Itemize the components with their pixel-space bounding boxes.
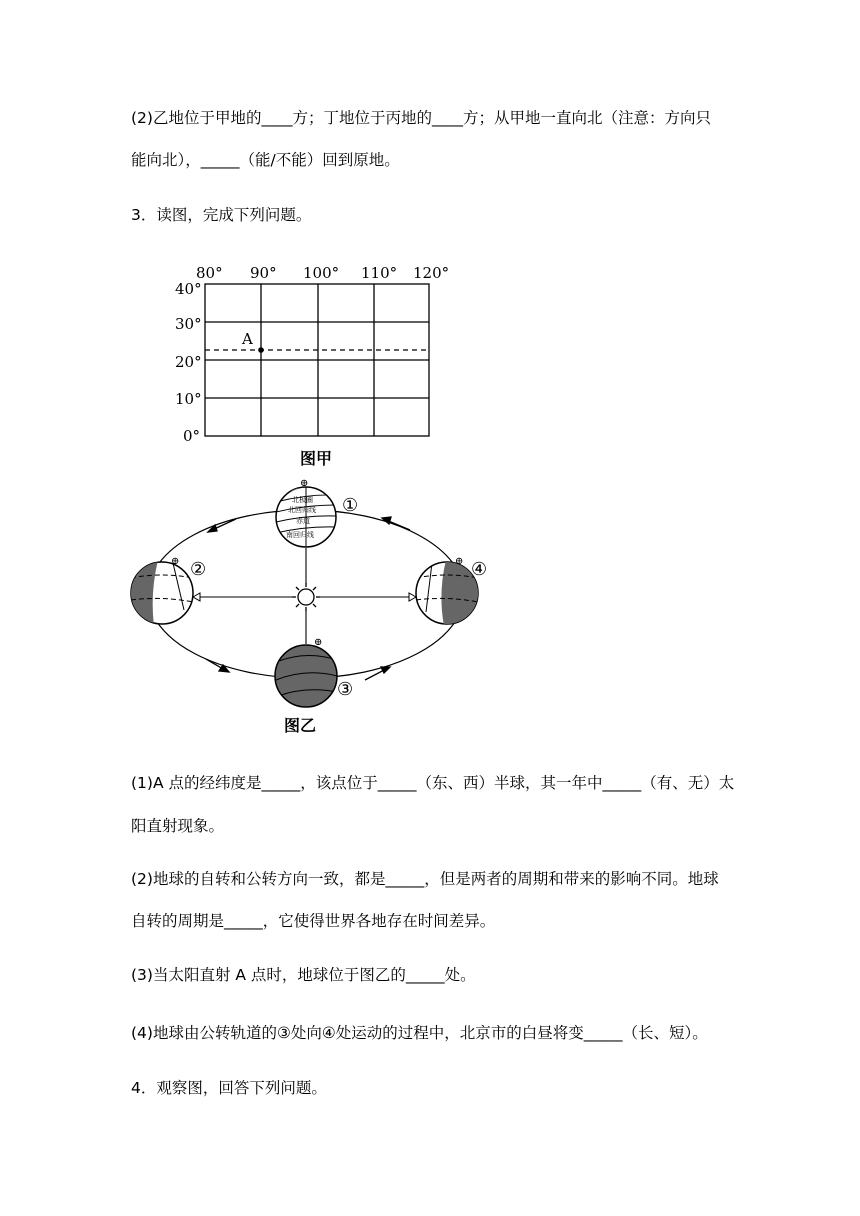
earth4-axis-mark: ⊕ (455, 556, 464, 567)
lon-label-80: 80° (196, 264, 223, 282)
sun-icon (292, 583, 320, 611)
earth1-tropic-capricorn-label: 南回归线 (286, 531, 314, 539)
q4-title: 4．观察图，回答下列问题。 (131, 1079, 327, 1097)
lat-label-10: 10° (175, 390, 202, 408)
earth1-arctic-circle-label: 北极圈 (292, 496, 313, 504)
lat-label-40: 40° (175, 280, 202, 298)
earth3-axis-mark: ⊕ (314, 637, 323, 648)
point-a (258, 347, 264, 353)
figure-yi-caption: 图乙 (284, 716, 317, 735)
earth2-axis-mark: ⊕ (171, 556, 180, 567)
lat-label-0: 0° (183, 427, 201, 445)
position-label-4: ④ (471, 559, 488, 580)
earth-position-3 (275, 637, 337, 707)
q3-2-line1: (2)地球的自转和公转方向一致，都是_____，但是两者的周期和带来的影响不同。地球 (131, 870, 719, 888)
earth-position-1 (276, 478, 336, 560)
earth1-axis-mark: ⊕ (300, 478, 309, 489)
position-label-2: ② (190, 559, 207, 580)
earth1-equator-label: 赤道 (296, 517, 310, 525)
lon-label-110: 110° (361, 264, 398, 282)
earth-position-2 (131, 556, 193, 626)
q3-4: (4)地球由公转轨道的③处向④处运动的过程中，北京市的白昼将变_____（长、短）。 (131, 1024, 708, 1042)
q3-title: 3．读图，完成下列问题。 (131, 206, 312, 224)
q3-3: (3)当太阳直射 A 点时，地球位于图乙的_____处。 (131, 966, 476, 984)
lon-label-120: 120° (413, 264, 450, 282)
q2-part2-line1: (2)乙地位于甲地的____方；丁地位于丙地的____方；从甲地一直向北（注意：方向只 (131, 109, 711, 127)
earth1-tropic-cancer-label: 北回归线 (288, 506, 316, 514)
figure-jia-caption: 图甲 (300, 449, 333, 468)
lat-label-20: 20° (175, 353, 202, 371)
lon-label-90: 90° (250, 264, 277, 282)
q3-2-line2: 自转的周期是_____，它使得世界各地存在时间差异。 (131, 912, 496, 930)
lat-label-30: 30° (175, 315, 202, 333)
q3-1-line1: (1)A 点的经纬度是_____，该点位于_____（东、西）半球，其一年中_____（有、无）太 (131, 774, 735, 792)
position-label-3: ③ (337, 679, 354, 700)
position-label-1: ① (342, 495, 359, 516)
q2-part2-line2: 能向北），_____（能/不能）回到原地。 (131, 151, 400, 169)
q3-1-line2: 阳直射现象。 (131, 817, 225, 835)
point-a-label: A (242, 330, 253, 348)
lon-label-100: 100° (303, 264, 340, 282)
